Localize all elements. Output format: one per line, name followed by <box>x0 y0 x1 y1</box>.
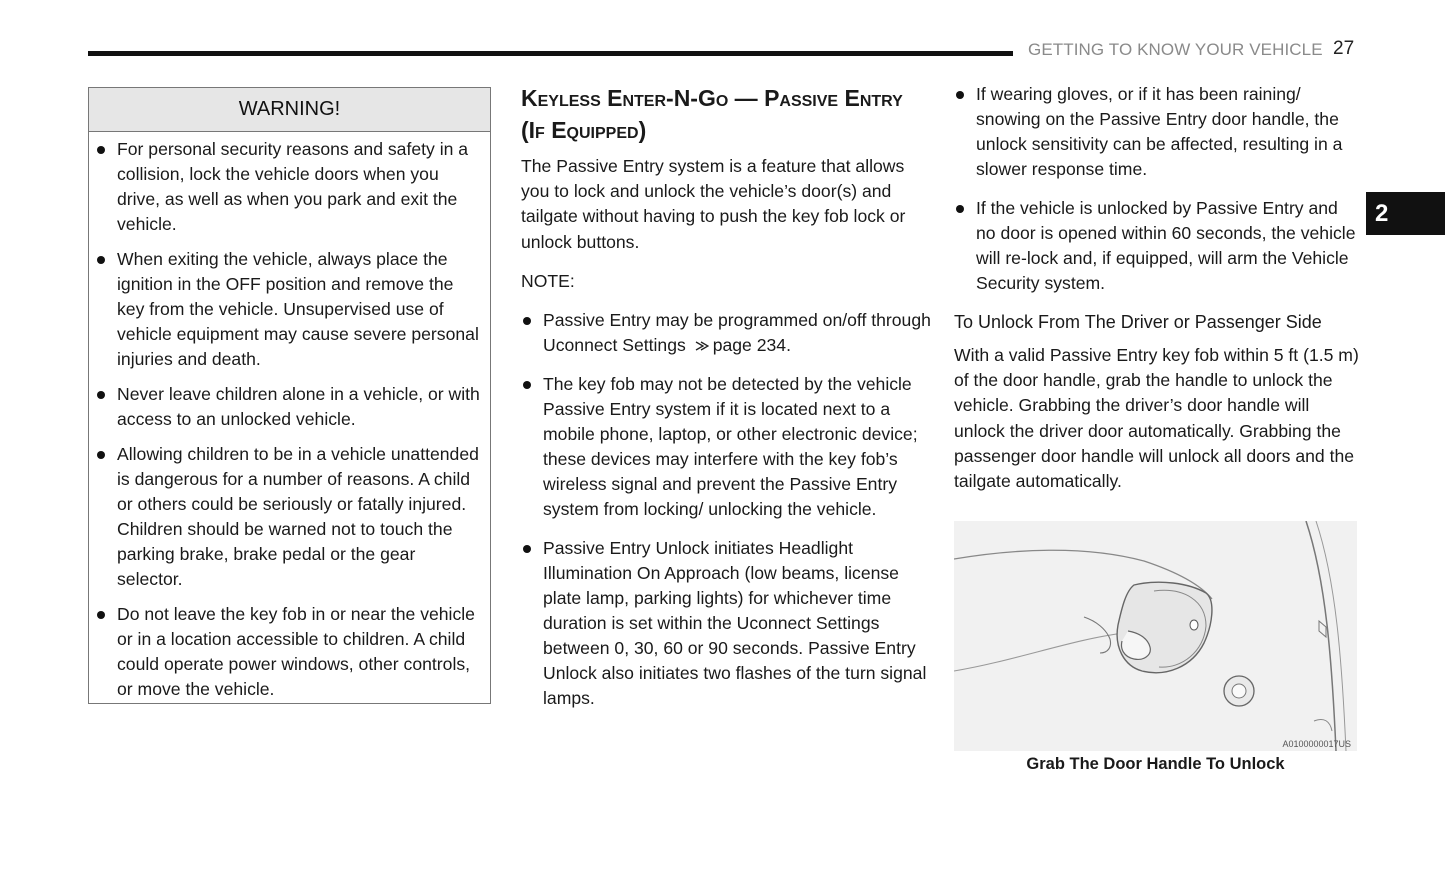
note-item-text: If the vehicle is unlocked by Passive Entry and no door is opened within 60 seconds, the vehicle will re-lock and, if equipped, will arm the Vehicle Security system. <box>976 198 1356 293</box>
warning-item-text: For personal security reasons and safety in a collision, lock the vehicle doors when you drive, as well as when you park and exit the vehicle. <box>117 139 469 234</box>
unlock-paragraph: With a valid Passive Entry key fob within 5 ft (1.5 m) of the door handle, grab the handle to unlock the vehicle. Grabbing the driver’s door handle will unlock the driver door automatically. Grabbing the passenger door handle will unlock all doors and the tailgate automatically. <box>954 345 1359 492</box>
note-list-continued <box>954 82 1359 296</box>
bullet-icon <box>523 381 531 389</box>
intro-paragraph: The Passive Entry system is a feature that allows you to lock and unlock the vehicle’s door(s) and tailgate without having to push the key fob lock or unlock buttons. <box>521 156 906 252</box>
warning-item <box>117 602 482 702</box>
note-item <box>976 82 1359 182</box>
door-handle-figure <box>954 521 1357 751</box>
note-item <box>543 372 931 522</box>
running-head: GETTING TO KNOW YOUR VEHICLE <box>1028 40 1323 59</box>
chapter-tab[interactable] <box>1366 192 1445 235</box>
right-column <box>954 82 1359 508</box>
unlock-subheading: To Unlock From The Driver or Passenger Side <box>954 312 1322 332</box>
warning-item-text: Do not leave the key fob in or near the vehicle or in a location accessible to children. A child could operate power windows, other controls, or move the vehicle. <box>117 604 475 699</box>
bullet-icon <box>956 205 964 213</box>
note-item-text: Passive Entry may be programmed on/off through Uconnect Settings <box>543 309 931 355</box>
warning-title: WARNING! <box>89 88 490 132</box>
note-item <box>543 536 931 711</box>
warning-item-text: Allowing children to be in a vehicle unattended is dangerous for a number of reasons. A child or others could be seriously or fatally injured. Children should be warned not to touch the parking brake, brake pedal or the gear selector. <box>117 444 479 589</box>
page-ref-link[interactable]: page 234. <box>712 334 791 355</box>
note-item-text: Passive Entry Unlock initiates Headlight Illumination On Approach (low beams, license plate lamp, parking lights) for whichever time duration is set within the Uconnect Settings between 0, 30, 60 or 90 seconds. Passive Entry Unlock also initiates two flashes of the turn signal lamps. <box>543 537 927 708</box>
warning-item-text: When exiting the vehicle, always place the ignition in the OFF position and remove the key from the vehicle. Unsupervised use of vehicle equipment may cause severe personal injuries and death. <box>117 249 479 369</box>
bullet-icon <box>97 451 105 459</box>
chapter-tab-label: 2 <box>1375 199 1389 227</box>
note-label: NOTE: <box>521 270 575 291</box>
note-item-text: The key fob may not be detected by the vehicle Passive Entry system if it is located next to a mobile phone, laptop, or other electronic device; these devices may interfere with the key fob’s wireless signal and prevent the Passive Entry system from locking/ unlocking the vehicle. <box>543 373 918 519</box>
warning-item <box>117 442 482 592</box>
bullet-icon <box>523 317 531 325</box>
warning-item-text: Never leave children alone in a vehicle, or with access to an unlocked vehicle. <box>117 384 480 429</box>
warning-list <box>89 132 490 702</box>
note-list <box>521 308 931 711</box>
page-number: 27 <box>1333 38 1355 59</box>
door-handle-illustration <box>954 521 1357 751</box>
warning-item <box>117 247 482 372</box>
figure-caption: Grab The Door Handle To Unlock <box>1026 755 1285 773</box>
bullet-icon <box>97 611 105 619</box>
bullet-icon <box>956 91 964 99</box>
note-item <box>976 196 1359 296</box>
warning-item <box>117 137 482 237</box>
arrow-ref-icon <box>691 335 713 355</box>
middle-column <box>521 82 931 725</box>
header-rule <box>88 51 1013 56</box>
bullet-icon <box>97 146 105 154</box>
warning-item <box>117 382 482 432</box>
bullet-icon <box>523 545 531 553</box>
bullet-icon <box>97 391 105 399</box>
warning-box <box>88 87 491 704</box>
note-item <box>543 308 931 358</box>
section-heading: Keyless Enter-N-Go — Passive Entry (If Equipped) <box>521 85 903 143</box>
bullet-icon <box>97 256 105 264</box>
figure-code: A0100000017US <box>1282 739 1351 749</box>
note-item-text: If wearing gloves, or if it has been raining/ snowing on the Passive Entry door handle, the unlock sensitivity can be affected, resulting in a slower response time. <box>976 84 1343 179</box>
